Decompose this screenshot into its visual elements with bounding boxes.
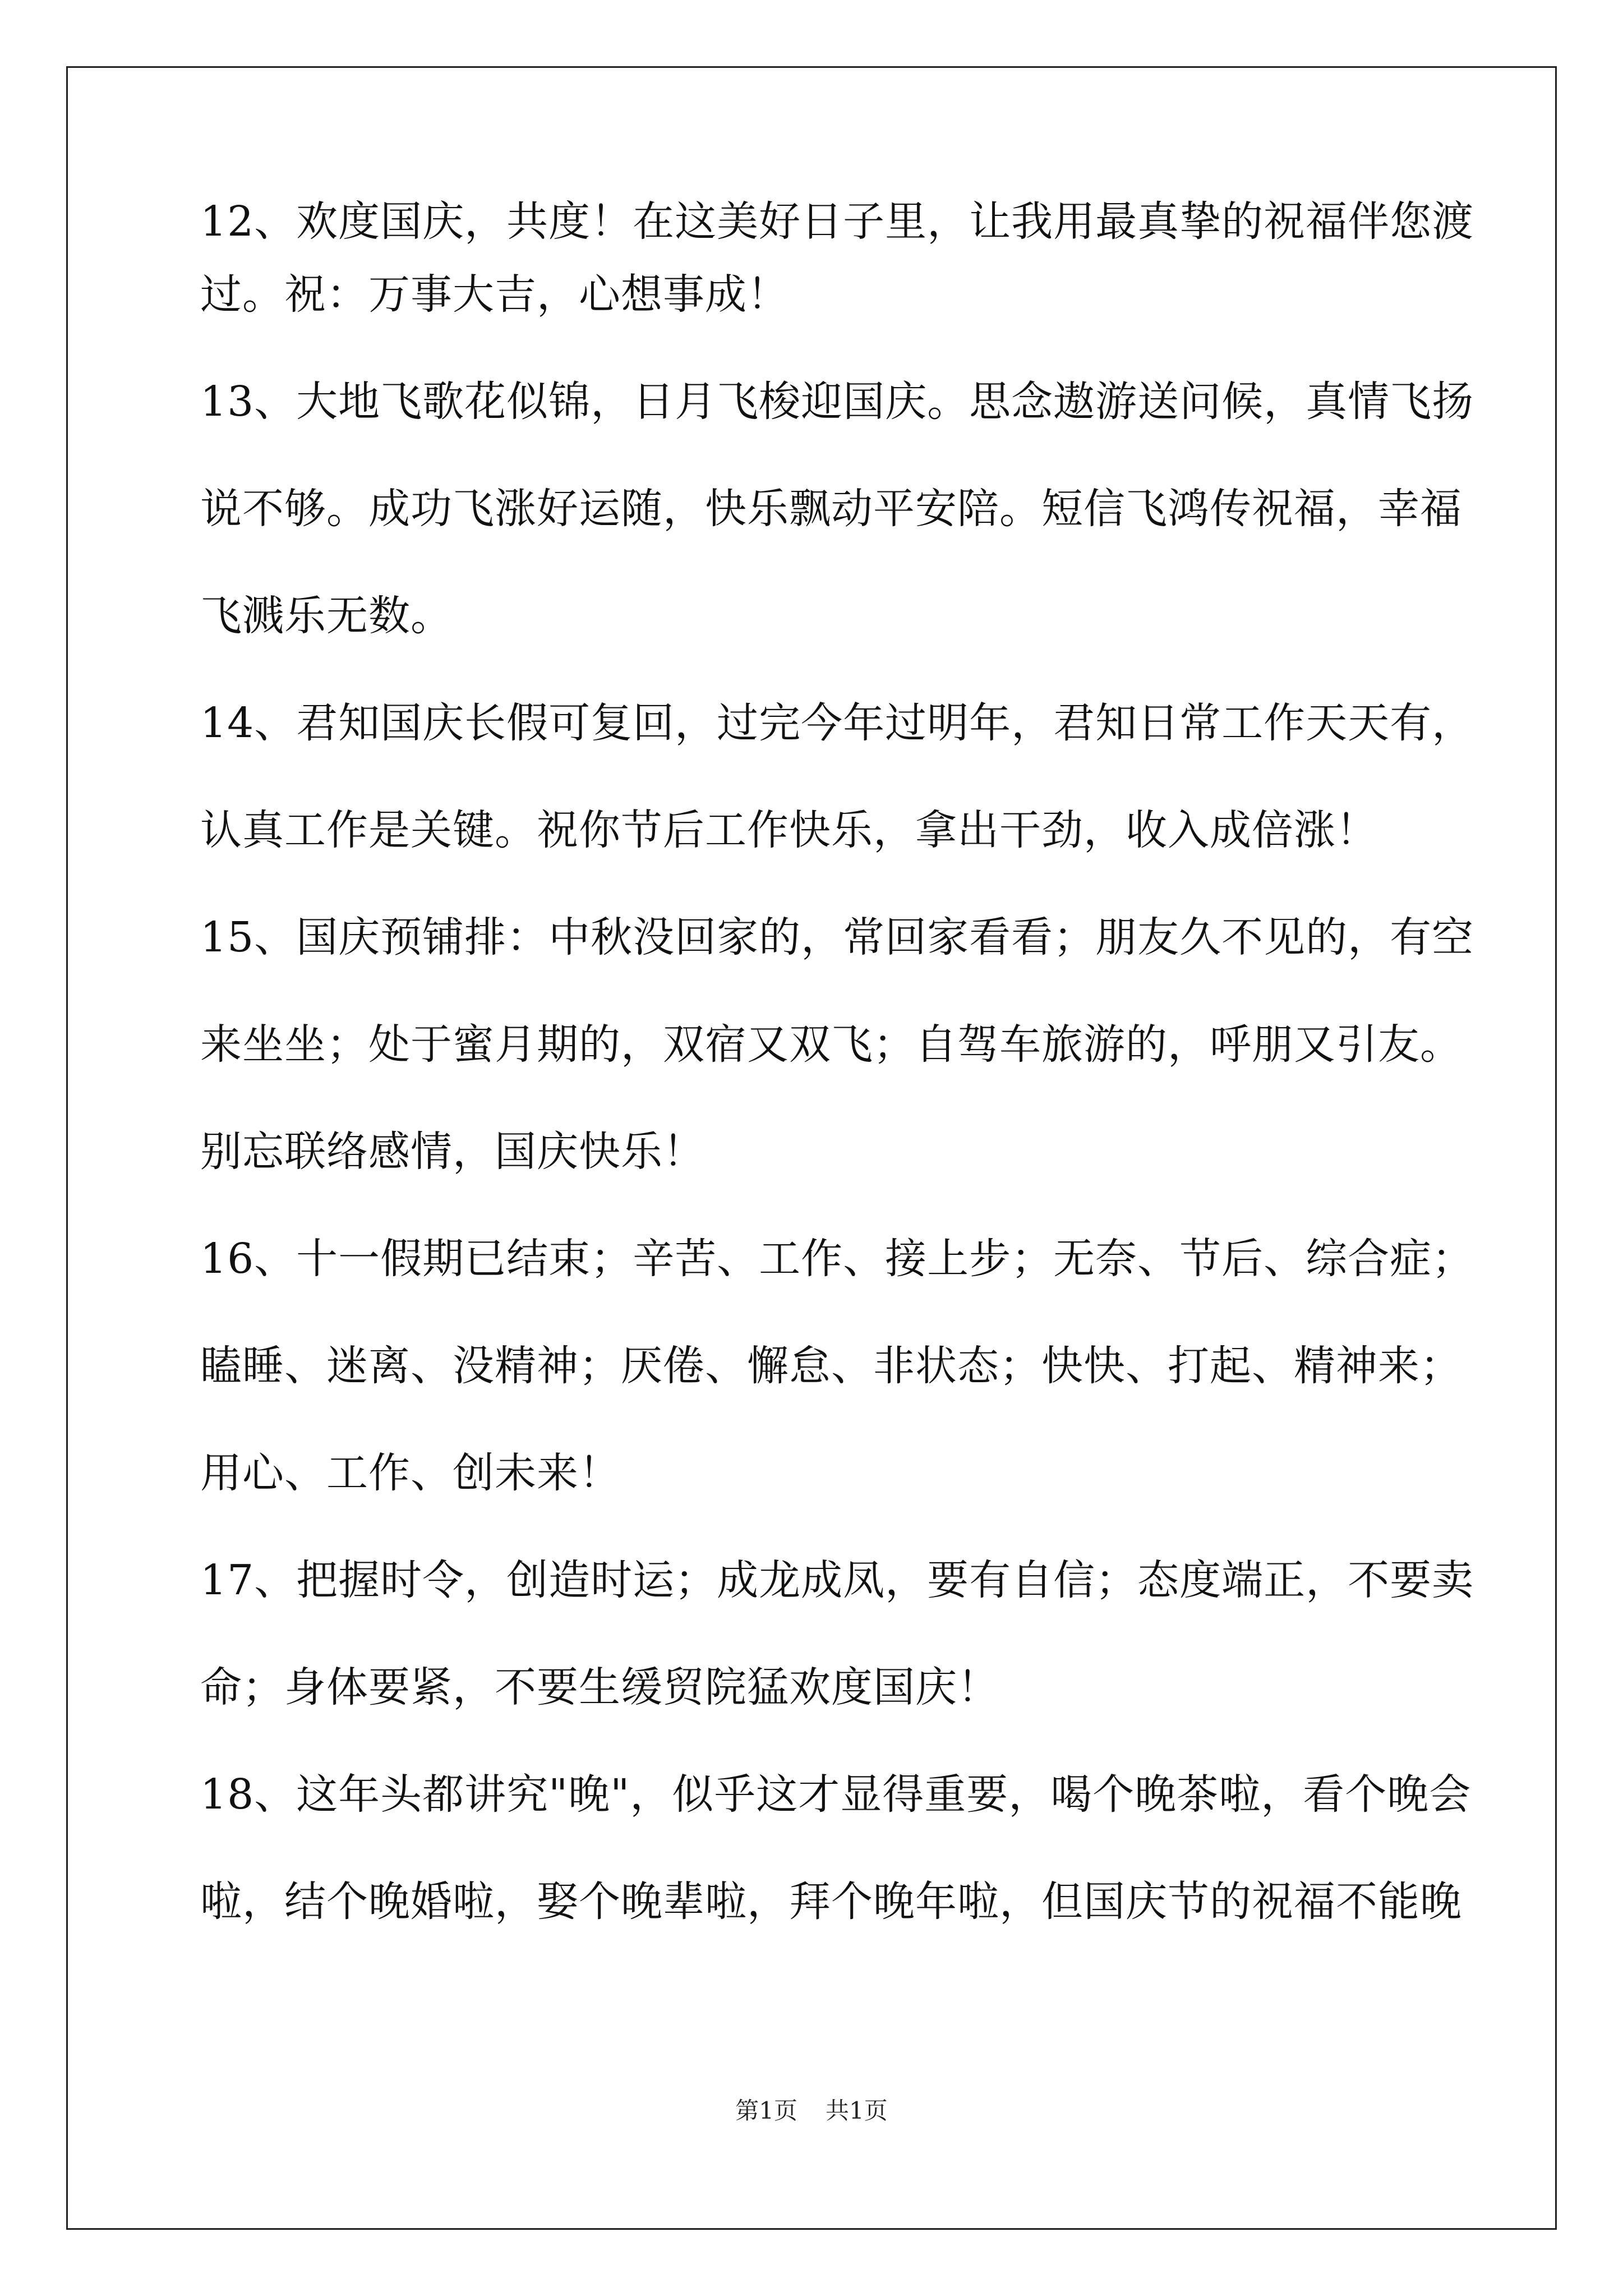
text-line: 过。祝：万事大吉，心想事成！ [200,270,789,319]
page-number: 第1页 [735,2097,797,2124]
text-line: 12、欢度国庆，共度！在这美好日子里，让我用最真挚的祝福伴您渡 [200,197,1474,246]
text-line: 啦，结个晚婚啦，娶个晚辈啦，拜个晚年啦，但国庆节的祝福不能晚 [200,1878,1462,1926]
text-line: 用心、工作、创未来！ [200,1449,621,1497]
text-line: 14、君知国庆长假可复回，过完今年过明年，君知日常工作天天有， [200,699,1474,747]
text-line: 命；身体要紧，不要生缓贸院猛欢度国庆！ [200,1663,999,1711]
text-line: 认真工作是关键。祝你节后工作快乐，拿出干劲，收入成倍涨！ [200,806,1378,854]
text-line: 18、这年头都讲究"晚"，似乎这才显得重要，喝个晚茶啦，看个晚会 [200,1770,1472,1819]
text-line: 瞌睡、迷离、没精神；厌倦、懈怠、非状态；快快、打起、精神来； [200,1342,1462,1390]
text-line: 17、把握时令，创造时运；成龙成凤，要有自信；态度端正，不要卖 [200,1556,1474,1604]
text-line: 16、十一假期已结束；辛苦、工作、接上步；无奈、节后、综合症； [200,1235,1474,1283]
text-line: 13、大地飞歌花似锦，日月飞梭迎国庆。思念遨游送问候，真情飞扬 [200,378,1474,426]
text-line: 说不够。成功飞涨好运随，快乐飘动平安陪。短信飞鸿传祝福，幸福 [200,485,1462,533]
text-line: 别忘联络感情，国庆快乐！ [200,1128,705,1176]
page-total: 共1页 [826,2097,888,2124]
page-footer [0,2092,1623,2126]
text-line: 来坐坐；处于蜜月期的，双宿又双飞；自驾车旅游的，呼朋又引友。 [200,1020,1462,1069]
document-body [200,197,1474,1955]
text-line: 15、国庆预铺排：中秋没回家的，常回家看看；朋友久不见的，有空 [200,913,1474,961]
text-line: 飞溅乐无数。 [200,592,453,640]
